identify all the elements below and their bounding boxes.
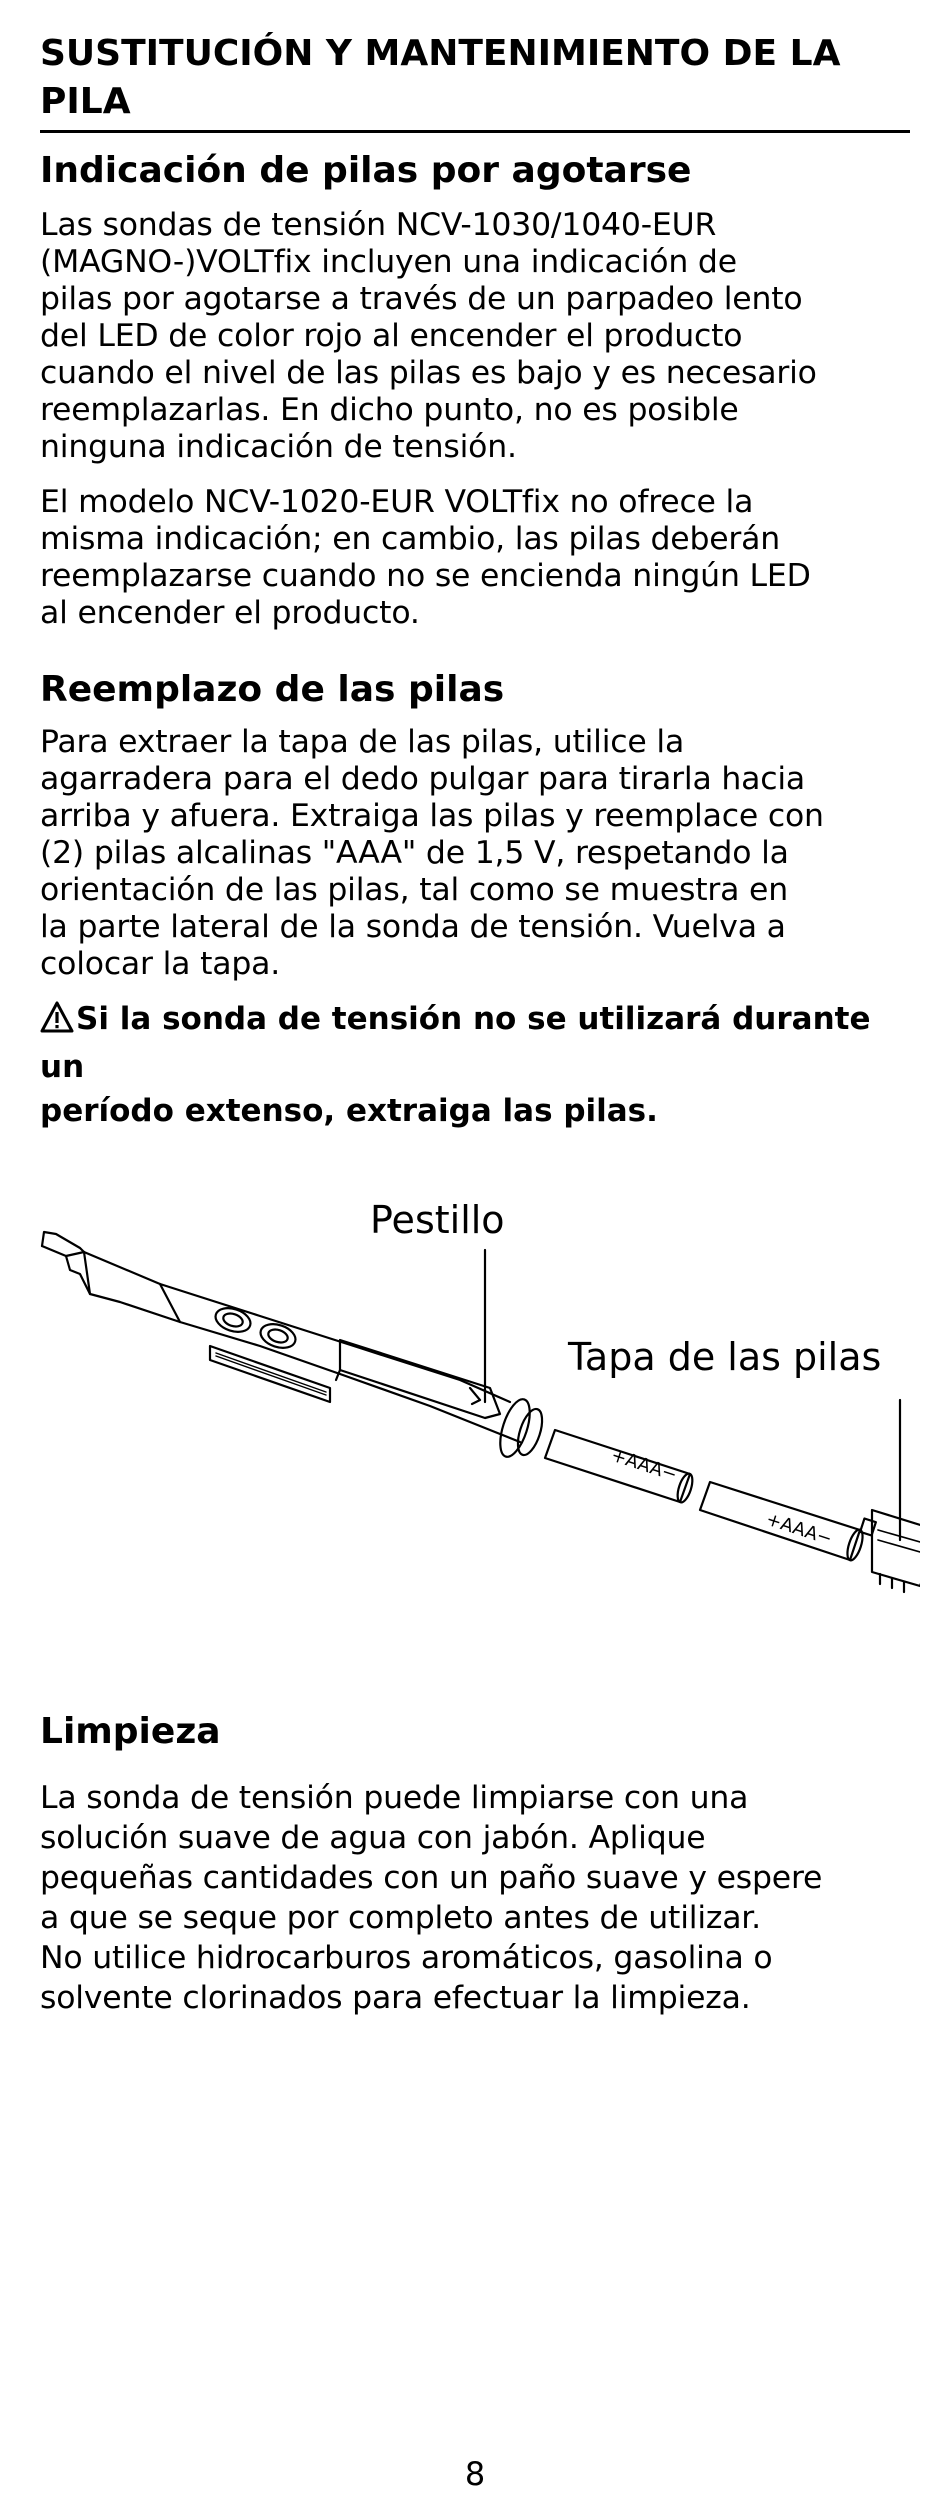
battery-2-label: +AAA− (763, 1508, 835, 1550)
battery-1-label: +AAA− (608, 1444, 680, 1486)
low-battery-paragraph-1 (40, 207, 910, 466)
text-line: solución suave de agua con jabón. Aplique (40, 1820, 706, 1856)
text-line: ninguna indicación de tensión. (40, 429, 517, 465)
text-line: orientación de las pilas, tal como se muestra en (40, 872, 788, 908)
battery-replacement-diagram (40, 1170, 920, 1650)
pocket-clip (340, 1340, 500, 1418)
text-line: El modelo NCV-1020-EUR VOLTfix no ofrece la (40, 484, 754, 520)
button-1 (212, 1304, 253, 1336)
text-line: del LED de color rojo al encender el producto (40, 318, 743, 354)
warning-triangle-icon (40, 1001, 74, 1045)
low-battery-heading: Indicación de pilas por agotarse (40, 150, 692, 191)
page-number: 8 (464, 2455, 486, 2493)
text-line: la parte lateral de la sonda de tensión. Vuelva a (40, 909, 786, 945)
page-title (40, 30, 910, 133)
probe-window (210, 1346, 330, 1402)
latch-label: Pestillo (370, 1198, 505, 1242)
warning-line-1 (40, 997, 910, 1089)
text-line: misma indicación; en cambio, las pilas deberán (40, 521, 781, 557)
cleaning-paragraph (40, 1778, 822, 2018)
warning-text-2: período extenso, extraiga las pilas. (40, 1093, 658, 1129)
probe-body-bottom (66, 1256, 520, 1442)
text-line: a que se seque por completo antes de utilizar. (40, 1900, 761, 1936)
text-line: arriba y afuera. Extraiga las pilas y reemplace con (40, 798, 824, 834)
battery-compartment-ring (494, 1396, 535, 1460)
text-line: reemplazarlas. En dicho punto, no es posible (40, 392, 739, 428)
text-line: colocar la tapa. (40, 946, 281, 982)
title-line-1: SUSTITUCIÓN Y MANTENIMIENTO DE LA (40, 33, 841, 74)
text-line: Para extraer la tapa de las pilas, utilice la (40, 724, 685, 760)
text-line: (2) pilas alcalinas "AAA" de 1,5 V, respetando la (40, 835, 789, 871)
text-line: reemplazarse cuando no se encienda ningún LED (40, 558, 811, 594)
text-line: Las sondas de tensión NCV-1030/1040-EUR (40, 207, 717, 243)
text-line: pilas por agotarse a través de un parpadeo lento (40, 281, 803, 317)
text-line: al encender el producto. (40, 595, 420, 631)
warning-text-1: Si la sonda de tensión no se utilizará durante un (40, 1001, 871, 1085)
text-line: La sonda de tensión puede limpiarse con una (40, 1780, 749, 1816)
battery-cover-label: Tapa de las pilas (568, 1335, 882, 1379)
probe-illustration (40, 1170, 920, 1650)
probe-body-top (84, 1252, 510, 1402)
manual-page (40, 30, 910, 2016)
text-line: (MAGNO-)VOLTfix incluyen una indicación de (40, 244, 737, 280)
text-line: pequeñas cantidades con un paño suave y espere (40, 1860, 823, 1896)
replacement-heading: Reemplazo de las pilas (40, 669, 505, 710)
text-line: agarradera para el dedo pulgar para tirarla hacia (40, 761, 806, 797)
replacement-paragraph (40, 724, 910, 983)
text-line: No utilice hidrocarburos aromáticos, gasolina o (40, 1940, 773, 1976)
low-battery-paragraph-2 (40, 484, 910, 632)
cleaning-heading: Limpieza (40, 1711, 221, 1752)
title-line-2: PILA (40, 81, 131, 122)
battery-cover (860, 1510, 920, 1592)
text-line: solvente clorinados para efectuar la limpieza. (40, 1980, 751, 2016)
text-line: cuando el nivel de las pilas es bajo y es necesario (40, 355, 817, 391)
battery-warning (40, 997, 910, 1133)
